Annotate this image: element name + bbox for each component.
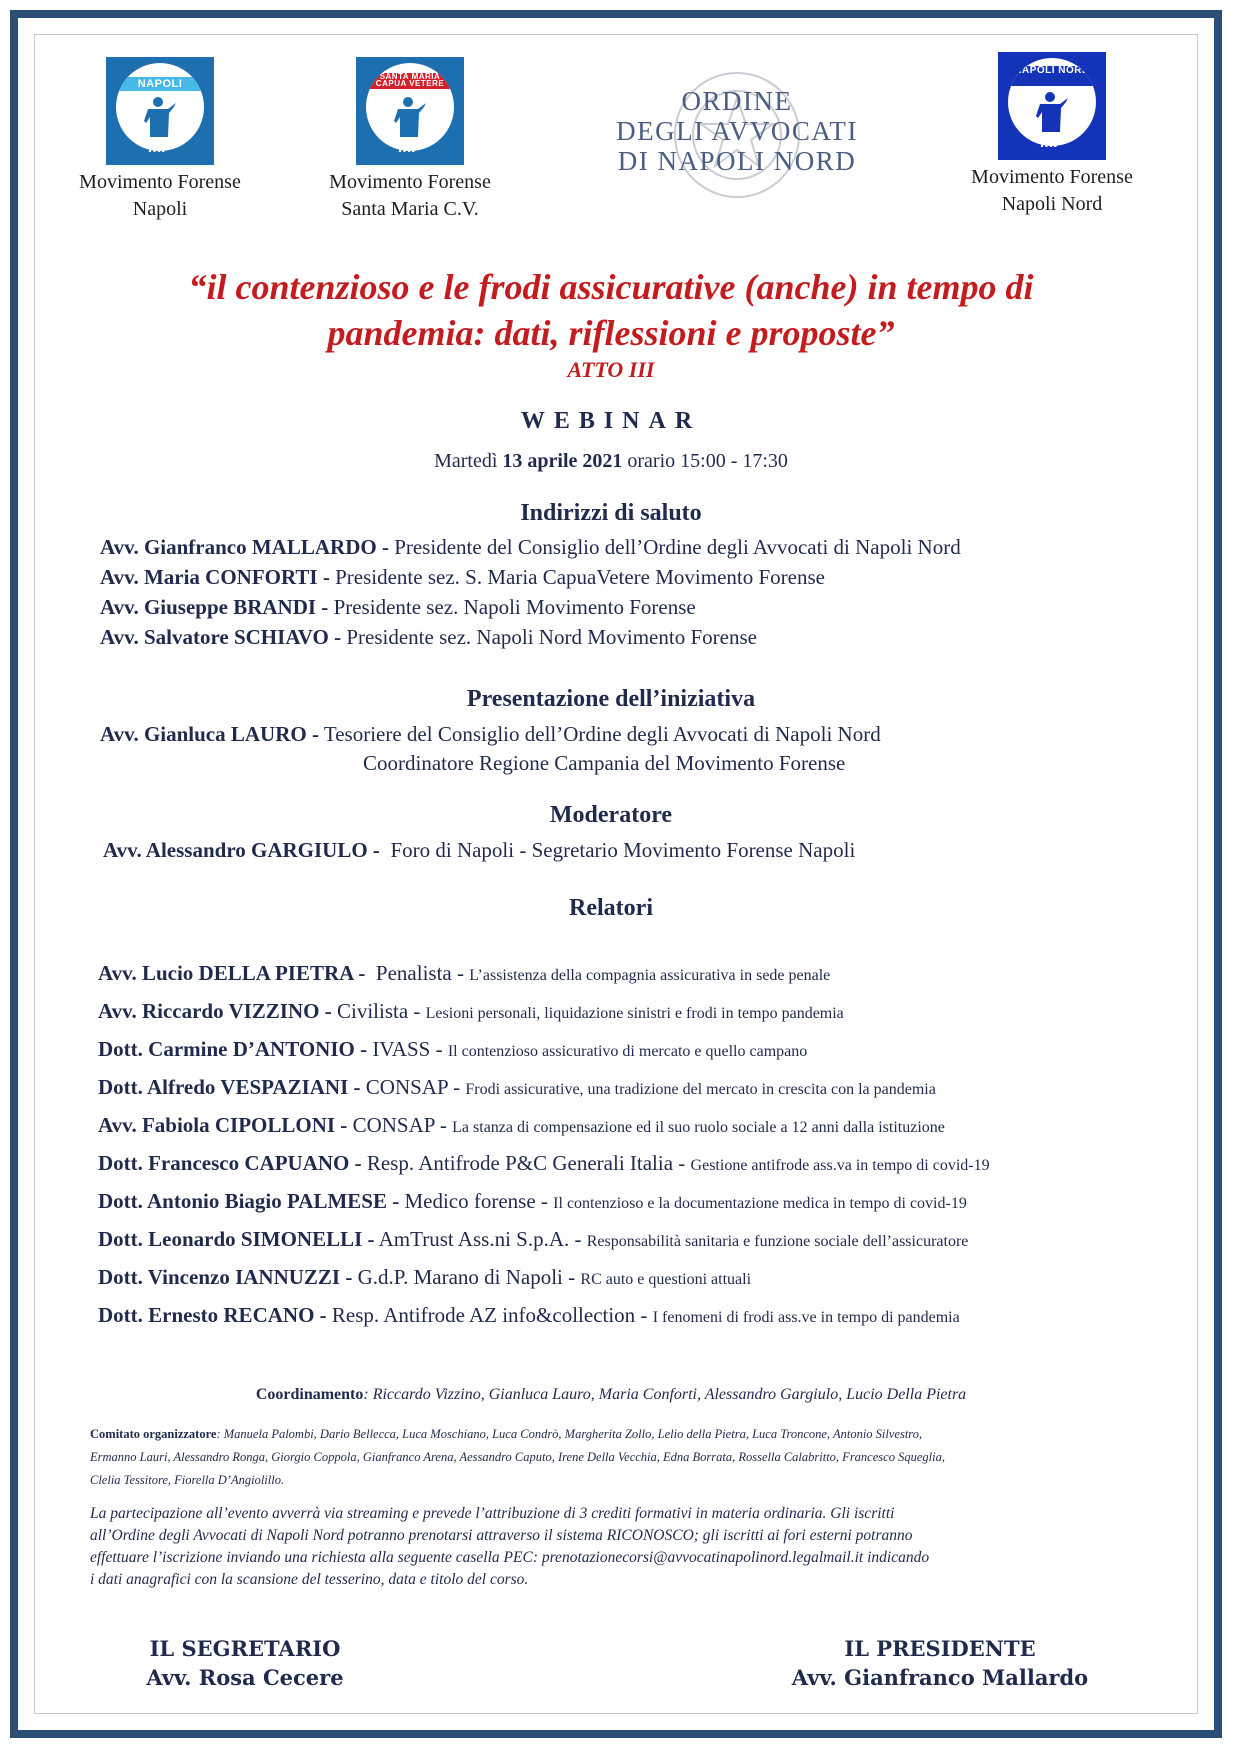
mf-santa-maria-emblem [356, 57, 464, 165]
saluto-row [100, 563, 825, 591]
segretario-name: Avv. Rosa Cecere [146, 1665, 344, 1690]
relatore-name: Dott. Francesco CAPUANO - [98, 1151, 362, 1175]
coordinamento-text: : Riccardo Vizzino, Gianluca Lauro, Maria Conforti, Alessandro Gargiulo, Lucio Della Pietra [363, 1386, 967, 1403]
moderatore-name: Avv. Alessandro GARGIULO - [103, 838, 380, 862]
partecipazione-line1: La partecipazione all’evento avverrà via streaming e prevede l’attribuzione di 3 crediti formativi in materia ordinaria. Gli iscritti [90, 1505, 895, 1522]
relatore-topic: Il contenzioso e la documentazione medica in tempo di covid-19 [553, 1195, 967, 1212]
saluto-name: Avv. Giuseppe BRANDI - [100, 595, 329, 619]
datetime-day: Martedì [434, 450, 498, 472]
relatore-row [98, 1301, 960, 1332]
relatore-row [98, 1073, 936, 1104]
relatore-role: Civilista - [336, 999, 421, 1023]
relatore-topic: Responsabilità sanitaria e funzione sociale dell’assicuratore [586, 1233, 969, 1250]
partecipazione-line3: effettuare l’iscrizione inviando una richiesta alla seguente casella PEC: prenotazionecorsi@avvocatinapolinord.legalmail.it indicando [90, 1549, 930, 1566]
mf-napoli-nord-band: NAPOLI NORD [1008, 66, 1096, 86]
datetime-time: orario 15:00 - 17:30 [627, 450, 788, 472]
ordine-line1: ORDINE [681, 86, 793, 116]
relatore-role: CONSAP - [365, 1075, 461, 1099]
logo-mf-santa-maria [310, 57, 510, 223]
mf-santa-maria-line1: Movimento Forense [329, 171, 491, 193]
webinar-label: WEBINAR [520, 408, 702, 434]
relatori-heading: Relatori [569, 895, 653, 921]
mf-napoli-mark: MF [148, 139, 172, 156]
presentazione-heading: Presentazione dell’iniziativa [466, 686, 756, 712]
event-title-line2: pandemia: dati, riflessioni e proposte” [327, 313, 895, 353]
orator-icon [142, 97, 176, 137]
moderatore-role: Foro di Napoli - Segretario Movimento Forense Napoli [390, 838, 856, 862]
presentazione-name: Avv. Gianluca LAURO - [100, 722, 319, 746]
segretario-signature [120, 1634, 370, 1692]
mf-santa-maria-band: SANTA MARIA CAPUA VETERE [366, 73, 454, 89]
event-subtitle: ATTO III [567, 357, 655, 382]
saluto-role: Presidente sez. Napoli Nord Movimento Forense [346, 625, 757, 649]
presidente-title: IL PRESIDENTE [844, 1636, 1036, 1661]
relatore-name: Avv. Riccardo VIZZINO - [98, 999, 332, 1023]
saluto-name: Avv. Maria CONFORTI - [100, 565, 330, 589]
presentazione-row [100, 720, 881, 748]
relatore-role: AmTrust Ass.ni S.p.A. - [378, 1227, 582, 1251]
ordine-line2: DEGLI AVVOCATI [616, 116, 858, 146]
presentazione-role2: Coordinatore Regione Campania del Movimento Forense [363, 751, 846, 775]
saluto-row [100, 593, 696, 621]
relatore-row [98, 997, 844, 1028]
relatore-topic: L’assistenza della compagnia assicurativa in sede penale [469, 967, 831, 984]
orator-icon [1034, 92, 1068, 132]
comitato-label: Comitato organizzatore [90, 1427, 217, 1441]
moderatore-row [103, 836, 855, 864]
relatore-role: Penalista - [375, 961, 464, 985]
relatore-role: CONSAP - [352, 1113, 447, 1137]
mf-napoli-nord-line2: Napoli Nord [1001, 193, 1103, 215]
relatore-role: Resp. Antifrode P&C Generali Italia - [366, 1151, 686, 1175]
relatore-topic: La stanza di compensazione ed il suo ruolo sociale a 12 anni dalla istituzione [452, 1119, 945, 1136]
comitato-organizzatore [90, 1423, 1150, 1492]
presentazione-role1: Tesoriere del Consiglio dell’Ordine degli Avvocati di Napoli Nord [323, 722, 881, 746]
saluto-role: Presidente sez. S. Maria CapuaVetere Movimento Forense [335, 565, 825, 589]
mf-napoli-line2: Napoli [132, 198, 188, 220]
relatore-row [98, 1225, 968, 1256]
mf-napoli-nord-mark: MF [1040, 134, 1064, 151]
relatore-name: Dott. Carmine D’ANTONIO - [98, 1037, 368, 1061]
relatore-row [98, 1149, 990, 1180]
relatore-row [98, 1263, 751, 1294]
saluto-role: Presidente sez. Napoli Movimento Forense [333, 595, 696, 619]
relatore-name: Dott. Alfredo VESPAZIANI - [98, 1075, 361, 1099]
relatore-role: Medico forense - [404, 1189, 548, 1213]
datetime-date: 13 aprile 2021 [502, 450, 623, 472]
mf-santa-maria-line2: Santa Maria C.V. [341, 198, 479, 220]
relatore-name: Avv. Fabiola CIPOLLONI - [98, 1113, 348, 1137]
relatore-name: Dott. Vincenzo IANNUZZI - [98, 1265, 353, 1289]
logo-mf-napoli [60, 57, 260, 223]
saluto-name: Avv. Salvatore SCHIAVO - [100, 625, 342, 649]
relatore-topic: I fenomeni di frodi ass.ve in tempo di pandemia [652, 1309, 960, 1326]
segretario-title: IL SEGRETARIO [149, 1636, 341, 1661]
relatore-topic: Il contenzioso assicurativo di mercato e quello campano [447, 1043, 808, 1060]
ordine-line3: DI NAPOLI NORD [617, 146, 857, 176]
relatore-row [98, 1187, 967, 1218]
presidente-name: Avv. Gianfranco Mallardo [791, 1665, 1089, 1690]
relatore-topic: Frodi assicurative, una tradizione del mercato in crescita con la pandemia [465, 1081, 936, 1098]
partecipazione-line4: i dati anagrafici con la scansione del tesserino, data e titolo del corso. [90, 1571, 529, 1588]
presidente-signature [780, 1634, 1100, 1692]
mf-santa-maria-mark: MF [398, 139, 422, 156]
moderatore-heading: Moderatore [549, 802, 673, 828]
relatore-name: Dott. Leonardo SIMONELLI - [98, 1227, 375, 1251]
comitato-line3: Clelia Tessitore, Fiorella D’Angiolillo. [90, 1473, 285, 1487]
relatore-name: Avv. Lucio DELLA PIETRA - [98, 961, 366, 985]
relatore-topic: RC auto e questioni attuali [580, 1271, 752, 1288]
relatore-row [98, 1035, 807, 1066]
relatore-row [98, 959, 830, 990]
mf-napoli-band: NAPOLI [116, 77, 204, 91]
orator-icon [392, 97, 426, 137]
mf-napoli-emblem [106, 57, 214, 165]
saluti-heading: Indirizzi di saluto [520, 500, 702, 526]
saluto-row [100, 623, 757, 651]
mf-napoli-nord-line1: Movimento Forense [971, 166, 1133, 188]
partecipazione-line2: all’Ordine degli Avvocati di Napoli Nord potranno prenotarsi attraverso il sistema RICONOSCO; gli iscritti ai fori esterni potranno [90, 1527, 913, 1544]
saluto-name: Avv. Gianfranco MALLARDO - [100, 535, 389, 559]
relatore-role: IVASS - [372, 1037, 443, 1061]
relatore-topic: Gestione antifrode ass.va in tempo di covid-19 [690, 1157, 990, 1174]
ordine-avvocati-logo [582, 60, 892, 210]
relatore-role: Resp. Antifrode AZ info&collection - [331, 1303, 648, 1327]
comitato-line1: : Manuela Palombi, Dario Bellecca, Luca Moschiano, Luca Condrò, Margherita Zollo, Lelio della Pietra, Luca Troncone, Antonio Silvestro, [216, 1427, 923, 1441]
comitato-line2: Ermanno Lauri, Alessandro Ronga, Giorgio Coppola, Gianfranco Arena, Aessandro Caputo, Irene Della Vecchia, Edna Borrata, Rossella Calabritto, Francesco Squeglia, [90, 1450, 945, 1464]
mf-napoli-line1: Movimento Forense [79, 171, 241, 193]
relatore-role: G.d.P. Marano di Napoli - [357, 1265, 576, 1289]
event-title [60, 264, 1162, 356]
mf-napoli-nord-emblem [998, 52, 1106, 160]
event-title-line1: “il contenzioso e le frodi assicurative (anche) in tempo di [188, 267, 1034, 307]
coordinamento-label: Coordinamento [255, 1386, 364, 1403]
event-datetime [60, 450, 1162, 473]
relatore-topic: Lesioni personali, liquidazione sinistri e frodi in tempo pandemia [425, 1005, 844, 1022]
logo-mf-napoli-nord [952, 52, 1152, 218]
relatore-name: Dott. Antonio Biagio PALMESE - [98, 1189, 400, 1213]
relatore-name: Dott. Ernesto RECANO - [98, 1303, 327, 1327]
relatore-row [98, 1111, 945, 1142]
partecipazione-info [90, 1503, 1150, 1591]
saluto-row [100, 533, 961, 561]
saluto-role: Presidente del Consiglio dell’Ordine degli Avvocati di Napoli Nord [394, 535, 961, 559]
coordinamento [60, 1386, 1162, 1404]
